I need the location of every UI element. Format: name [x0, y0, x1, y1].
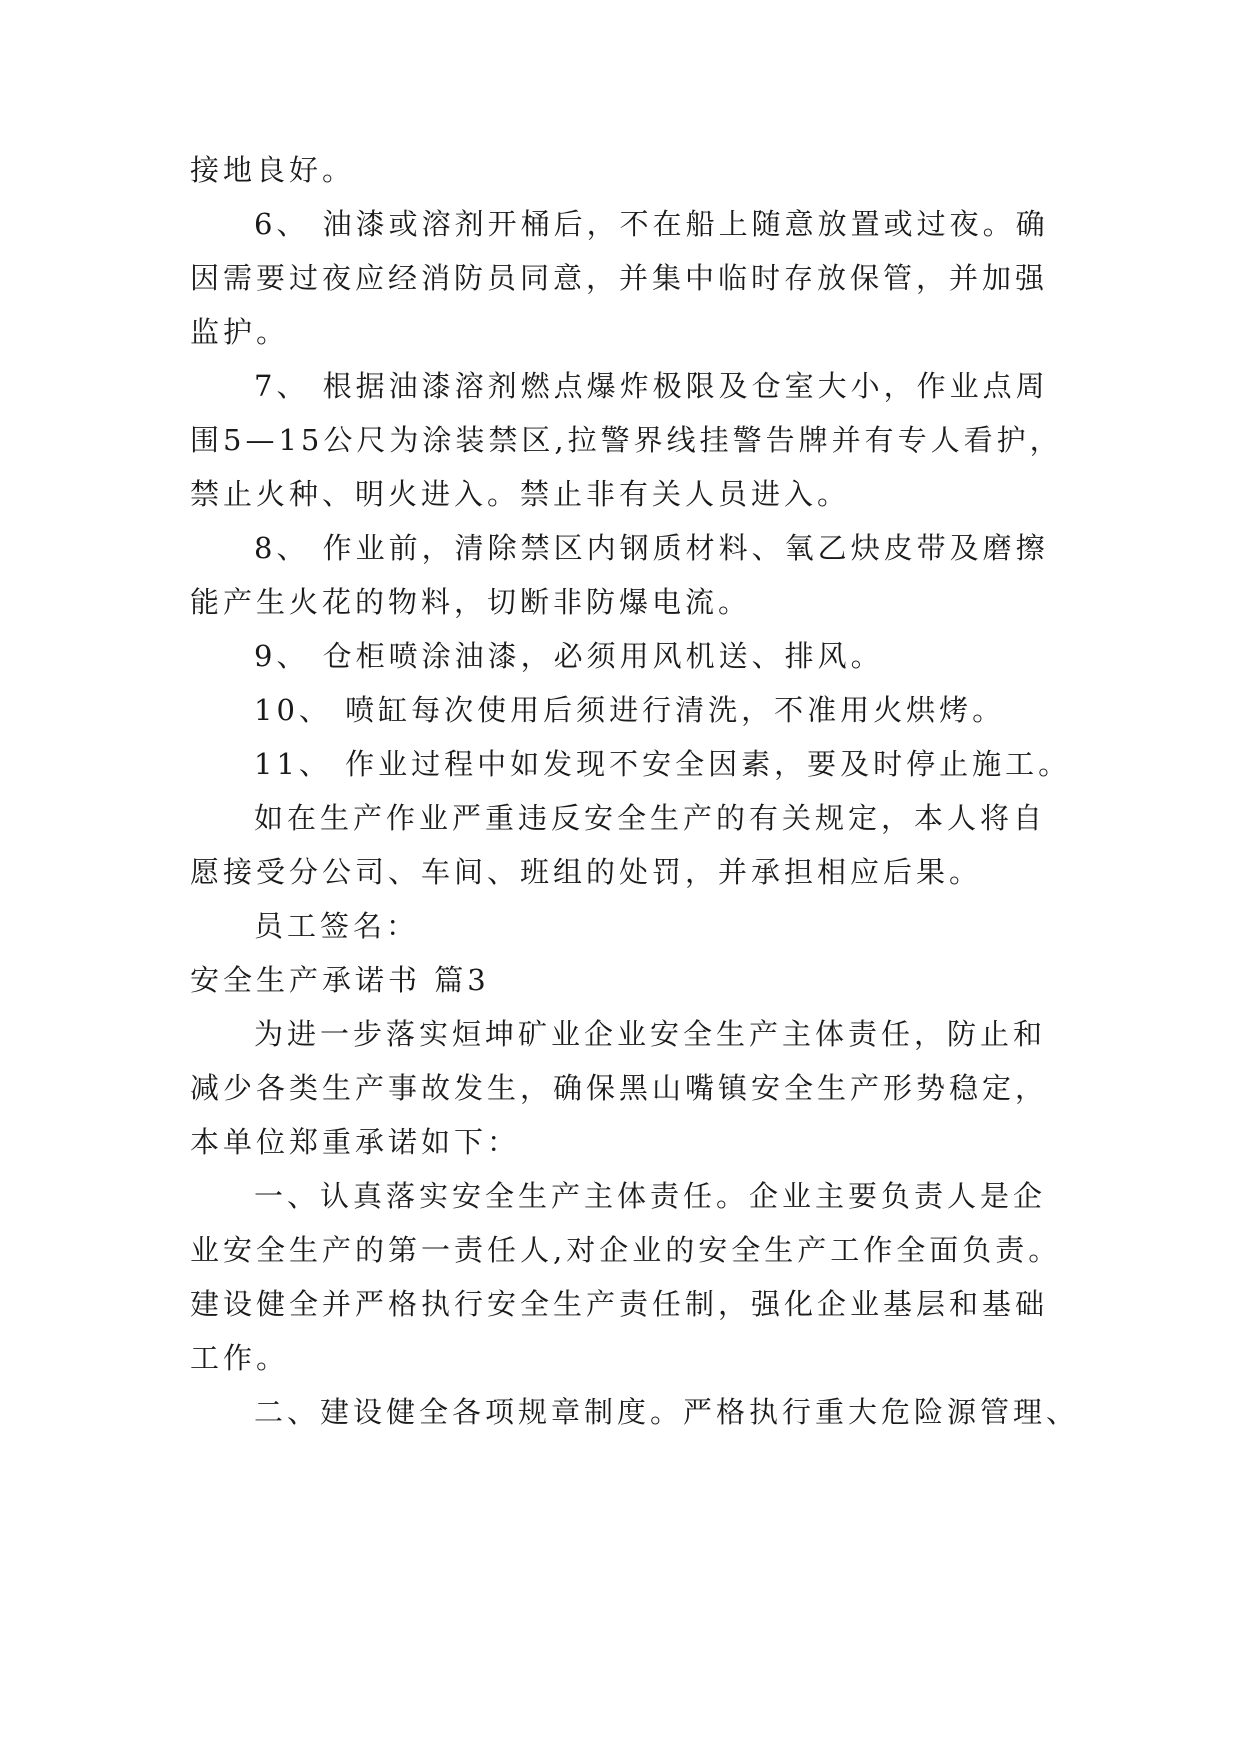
- text-line: 能产生火花的物料，切断非防爆电流。: [190, 585, 752, 619]
- text-line: 愿接受分公司、车间、班组的处罚，并承担相应后果。: [190, 855, 983, 889]
- text-line: 如在生产作业严重违反安全生产的有关规定，本人将自: [254, 801, 1047, 835]
- text-line: 业安全生产的第一责任人,对企业的安全生产工作全面负责。: [190, 1233, 1062, 1267]
- text-line: 本单位郑重承诺如下：: [190, 1125, 521, 1159]
- text-line: 监护。: [190, 315, 290, 349]
- text-line: 建设健全并严格执行安全生产责任制，强化企业基层和基础: [190, 1287, 1049, 1321]
- text-line: 8、 作业前，清除禁区内钢质材料、氧乙炔皮带及磨擦: [254, 531, 1049, 565]
- text-line: 因需要过夜应经消防员同意，并集中临时存放保管，并加强: [190, 261, 1049, 295]
- text-line: 为进一步落实烜坤矿业企业安全生产主体责任，防止和: [254, 1017, 1047, 1051]
- text-line: 减少各类生产事故发生，确保黑山嘴镇安全生产形势稳定，: [190, 1071, 1049, 1105]
- text-line: 二、建设健全各项规章制度。严格执行重大危险源管理、: [254, 1395, 1080, 1429]
- signature-label: 员工签名：: [254, 909, 420, 943]
- text-line: 接地良好。: [190, 153, 356, 187]
- text-line: 禁止火种、明火进入。禁止非有关人员进入。: [190, 477, 851, 511]
- text-line: 6、 油漆或溶剂开桶后，不在船上随意放置或过夜。确: [254, 207, 1049, 241]
- text-line: 9、 仓柜喷涂油漆，必须用风机送、排风。: [254, 639, 884, 673]
- text-line: 11、 作业过程中如发现不安全因素，要及时停止施工。: [254, 747, 1072, 781]
- text-line: 10、 喷缸每次使用后须进行清洗，不准用火烘烤。: [254, 693, 1006, 727]
- section-heading: 安全生产承诺书 篇3: [190, 963, 490, 997]
- text-line: 7、 根据油漆溶剂燃点爆炸极限及仓室大小，作业点周: [254, 369, 1049, 403]
- text-line: 工作。: [190, 1341, 290, 1375]
- text-line: 围5—15公尺为涂装禁区,拉警界线挂警告牌并有专人看护，: [190, 423, 1063, 457]
- text-line: 一、认真落实安全生产主体责任。企业主要负责人是企: [254, 1179, 1047, 1213]
